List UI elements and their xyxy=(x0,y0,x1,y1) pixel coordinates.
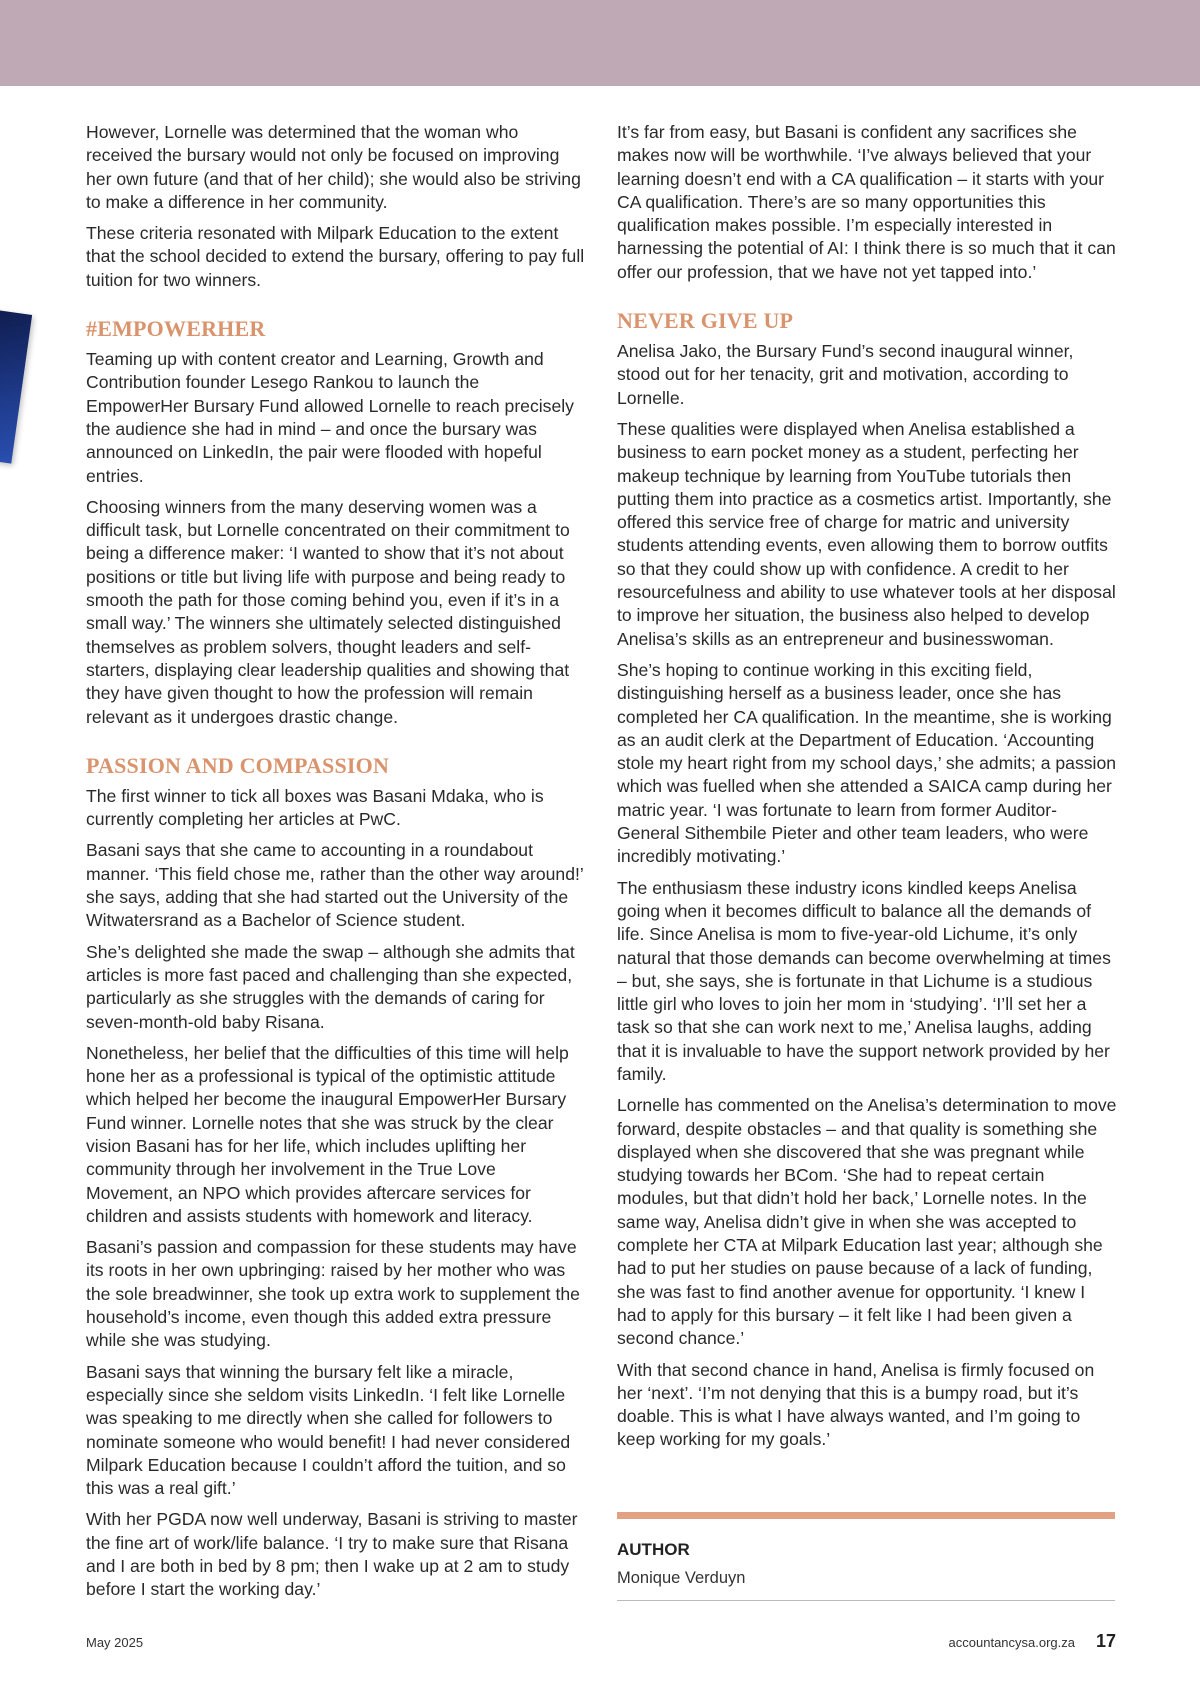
paragraph: Anelisa Jako, the Bursary Fund’s second inaugural winner, stood out for her tenacity, grit and motivation, according to Lornelle. xyxy=(617,341,1074,408)
author-label: AUTHOR xyxy=(617,1540,690,1559)
page-number: 17 xyxy=(1095,1631,1116,1651)
footer-date: May 2025 xyxy=(86,1635,144,1650)
paragraph: She’s hoping to continue working in this exciting field, distinguishing herself as a business leader, once she has completed her CA qualification. In the meantime, she is working as an audit clerk at the Department of Education. ‘Accounting stole my heart right from my school days,’ she admits; a passion which was fuelled when she attended a SAICA camp during her matric year. ‘I was fortunate to learn from former Auditor-General Sithembile Pieter and other team leaders, who were incredibly motivating.’ xyxy=(617,659,1117,867)
decorative-image-edge xyxy=(0,306,32,463)
top-color-band xyxy=(0,0,1200,86)
paragraph: Basani says that she came to accounting in a roundabout manner. ‘This field chose me, rather than the other way around!’ she says, adding that she had started out the University of the Witwatersrand as a Bachelor of Science student. xyxy=(86,840,584,931)
section-heading-never-give-up: NEVER GIVE UP xyxy=(617,308,794,334)
author-block xyxy=(617,1512,1115,1601)
paragraph: She’s delighted she made the swap – although she admits that articles is more fast paced and challenging than she expected, particularly as she struggles with the demands of caring for seven-month-old baby Risana. xyxy=(86,941,575,1032)
author-name: Monique Verduyn xyxy=(617,1569,746,1587)
paragraph: The enthusiasm these industry icons kindled keeps Anelisa going when it becomes difficult to balance all the demands of life. Since Anelisa is mom to five-year-old Lichume, it’s only natural that those demands can become overwhelming at times – but, she says, she is fortunate in that Lichume is a studious little girl who loves to join her mom in ‘studying’. ‘I’ll set her a task so that she can work next to me,’ Anelisa laughs, adding that it is invaluable to have the support network provided by her family. xyxy=(617,877,1111,1084)
paragraph: Teaming up with content creator and Learning, Growth and Contribution founder Lesego Rankou to launch the EmpowerHer Bursary Fund allowed Lornelle to reach precisely the audience she had in mind – and once the bursary was announced on LinkedIn, the pair were flooded with hopeful entries. xyxy=(86,349,574,486)
paragraph: Nonetheless, her belief that the difficulties of this time will help hone her as a professional is typical of the optimistic attitude which helped her become the inaugural EmpowerHer Bursary Fund winner. Lornelle notes that she was struck by the clear vision Basani has for her life, which includes uplifting her community through her involvement in the True Love Movement, an NPO which provides aftercare services for children and assists students with homework and literacy. xyxy=(86,1042,569,1226)
paragraph: With that second chance in hand, Anelisa is firmly focused on her ‘next’. ‘I’m not denying that this is a bumpy road, but it’s doable. This is what I have always wanted, and I’m going to keep working for my goals.’ xyxy=(617,1359,1095,1450)
paragraph: Lornelle has commented on the Anelisa’s determination to move forward, despite obstacles – and that quality is something she displayed when she discovered that she was pregnant while studying towards her BCom. ‘She had to repeat certain modules, but that didn’t hold her back,’ Lornelle notes. In the same way, Anelisa didn’t give in when she was accepted to complete her CTA at Milpark Education last year; although she had to put her studies on pause because of a lack of funding, she was fast to find another avenue for opportunity. ‘I knew I had to apply for this bursary – it felt like I had been given a second chance.’ xyxy=(617,1095,1117,1349)
section-heading-empowerher: #EMPOWERHER xyxy=(86,316,266,342)
section-heading-passion: PASSION AND COMPASSION xyxy=(86,752,390,778)
paragraph: Basani says that winning the bursary felt like a miracle, especially since she seldom visits LinkedIn. ‘I felt like Lornelle was speaking to me directly when she called for followers to nominate someone who would benefit! I had never considered Milpark Education because I couldn’t afford the tuition, and so this was a real gift.’ xyxy=(86,1361,571,1499)
paragraph: Basani’s passion and compassion for these students may have its roots in her own upbringing: raised by her mother who was the sole breadwinner, she took up extra work to supplement the household’s income, even though this added extra pressure while she was studying. xyxy=(86,1237,580,1351)
author-divider-bar xyxy=(617,1512,1115,1519)
left-column xyxy=(86,121,586,1610)
paragraph: With her PGDA now well underway, Basani is striving to master the fine art of work/life balance. ‘I try to make sure that Risana and I are both in bed by 8 pm; then I wake up at 2 am to study before I start the working day.’ xyxy=(86,1509,578,1600)
paragraph: These qualities were displayed when Anelisa established a business to earn pocket money as a student, perfecting her makeup technique by learning from YouTube tutorials then putting them into practice as a cosmetics artist. Importantly, she offered this service free of charge for matric and university students attending events, even allowing them to borrow outfits so that they could show up with confidence. A credit to her resourcefulness and ability to use whatever tools at her disposal to improve her situation, the business also helped to develop Anelisa’s skills as an entrepreneur and businesswoman. xyxy=(617,418,1116,649)
paragraph: However, Lornelle was determined that the woman who received the bursary would not only be focused on improving her own future (and that of her child); she would also be striving to make a difference in her community. xyxy=(86,122,581,212)
author-rule xyxy=(617,1600,1115,1601)
footer-website: accountancysa.org.za xyxy=(948,1635,1075,1650)
paragraph: It’s far from easy, but Basani is confident any sacrifices she makes now will be worthwhile. ‘I’ve always believed that your learning doesn’t end with a CA qualification – it starts with your CA qualification. There’s are so many opportunities this qualification makes possible. I’m especially interested in harnessing the potential of AI: I think there is so much that it can offer our profession, that we have not yet tapped into.’ xyxy=(617,122,1116,282)
right-column xyxy=(617,121,1117,1460)
paragraph: Choosing winners from the many deserving women was a difficult task, but Lornelle concentrated on their commitment to being a difference maker: ‘I wanted to show that it’s not about positions or title but living life with purpose and being ready to smooth the path for those coming behind you, even if it’s in a small way.’ The winners she ultimately selected distinguished themselves as problem solvers, thought leaders and self-starters, displaying clear leadership qualities and showing that they have given thought to how the profession will remain relevant as it undergoes drastic change. xyxy=(86,496,570,727)
paragraph: The first winner to tick all boxes was Basani Mdaka, who is currently completing her articles at PwC. xyxy=(86,785,544,830)
paragraph: These criteria resonated with Milpark Education to the extent that the school decided to extend the bursary, offering to pay full tuition for two winners. xyxy=(86,223,585,290)
